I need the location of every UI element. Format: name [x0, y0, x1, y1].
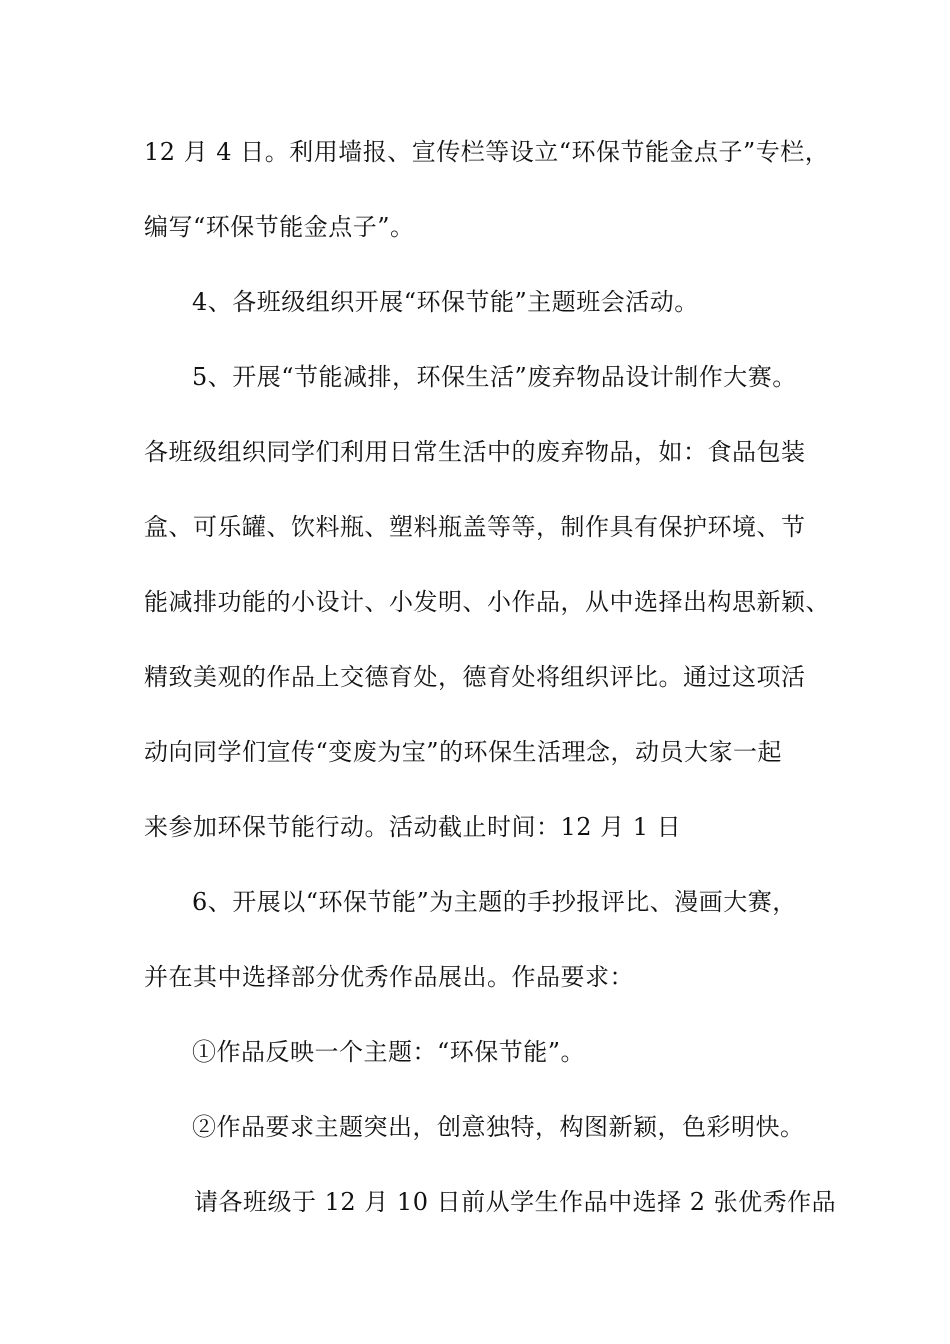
- text-line-4: 5、开展“节能减排，环保生活”废弃物品设计制作大赛。: [192, 363, 797, 391]
- text-line-2: 编写“环保节能金点子”。: [144, 213, 415, 241]
- text-line-1: 12 月 4 日。利用墙报、宣传栏等设立“环保节能金点子”专栏，: [144, 138, 830, 166]
- text-line-5: 各班级组织同学们利用日常生活中的废弃物品，如：食品包装: [144, 438, 806, 466]
- text-line-11: 6、开展以“环保节能”为主题的手抄报评比、漫画大赛，: [192, 888, 797, 916]
- text-line-13: ①作品反映一个主题：“环保节能”。: [192, 1038, 586, 1066]
- text-line-3: 4、各班级组织开展“环保节能”主题班会活动。: [192, 288, 699, 316]
- text-line-14: ②作品要求主题突出，创意独特，构图新颖，色彩明快。: [192, 1113, 805, 1141]
- text-line-9: 动向同学们宣传“变废为宝”的环保生活理念，动员大家一起: [144, 738, 783, 766]
- text-line-8: 精致美观的作品上交德育处，德育处将组织评比。通过这项活: [144, 663, 806, 691]
- text-line-7: 能减排功能的小设计、小发明、小作品，从中选择出构思新颖、: [144, 588, 830, 616]
- text-line-10: 来参加环保节能行动。活动截止时间：12 月 1 日: [144, 813, 682, 841]
- text-line-6: 盒、可乐罐、饮料瓶、塑料瓶盖等等，制作具有保护环境、节: [144, 513, 806, 541]
- text-line-12: 并在其中选择部分优秀作品展出。作品要求：: [144, 963, 634, 991]
- text-line-15: 请各班级于 12 月 10 日前从学生作品中选择 2 张优秀作品: [194, 1188, 837, 1216]
